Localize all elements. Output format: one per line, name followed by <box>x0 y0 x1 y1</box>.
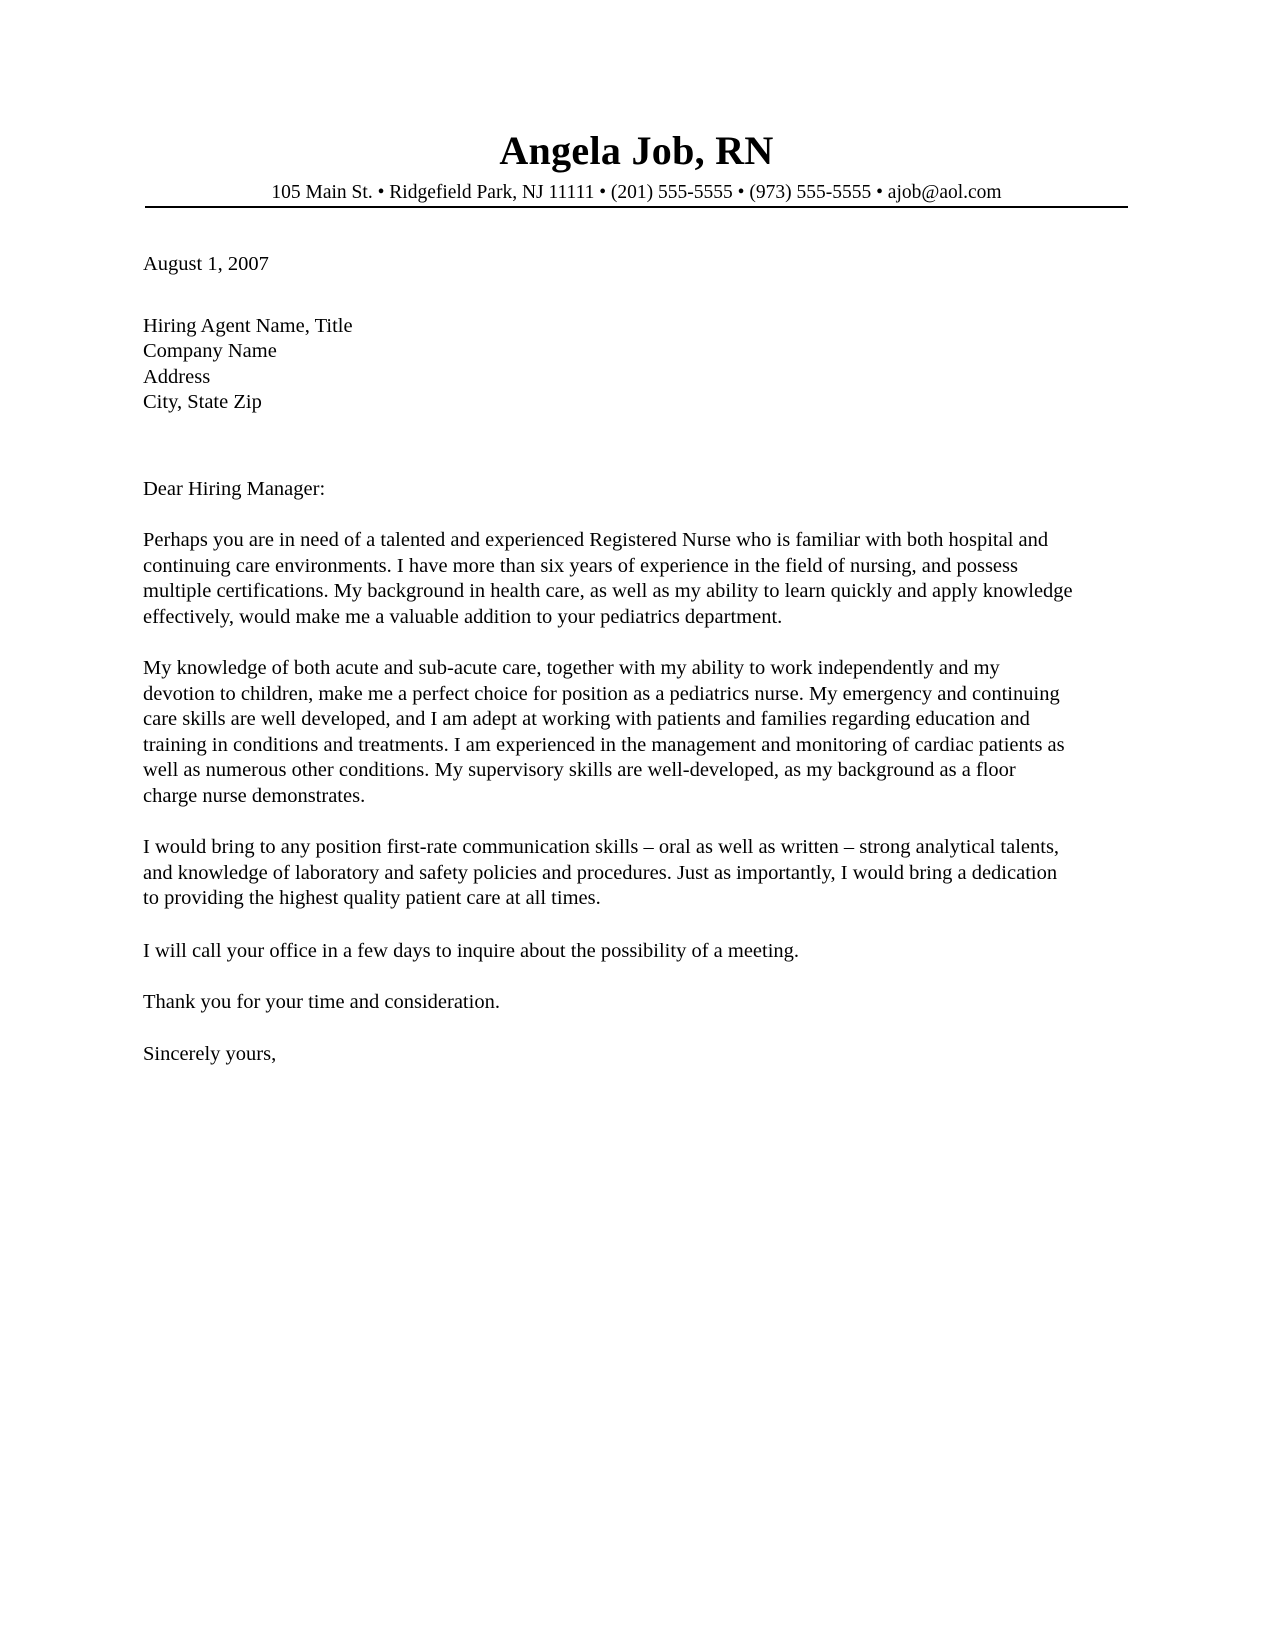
letter-date: August 1, 2007 <box>143 253 269 275</box>
recipient-line-3: Address <box>143 365 211 388</box>
salutation: Dear Hiring Manager: <box>143 477 326 500</box>
body-paragraph-5: Thank you for your time and consideration. <box>143 991 500 1013</box>
letterhead-divider <box>145 206 1128 208</box>
sender-name: Angela Job, RN <box>499 128 774 173</box>
letterhead <box>145 128 1128 206</box>
recipient-address-block <box>143 314 1073 416</box>
recipient-line-1: Hiring Agent Name, Title <box>143 314 353 337</box>
sender-contact-line: 105 Main St. • Ridgefield Park, NJ 11111 • (201) 555-5555 • (973) 555-5555 • ajob@aol.com <box>271 182 1002 203</box>
letter-body <box>143 252 1073 1067</box>
body-paragraph-3: I would bring to any position first-rate communication skills – oral as well as written – strong analytical talents, and knowledge of laboratory and safety policies and procedures. Just as importantly, I would bring a dedication to providing the highest quality patient care at all times. <box>143 836 1060 909</box>
recipient-line-2: Company Name <box>143 340 277 362</box>
recipient-line-4: City, State Zip <box>143 391 262 413</box>
body-paragraph-2: My knowledge of both acute and sub-acute care, together with my ability to work independently and my devotion to children, make me a perfect choice for position as a pediatrics nurse. My emergency and continuing care skills are well developed, and I am adept at working with patients and families regarding education and training in conditions and treatments. I am experienced in the management and monitoring of cardiac patients as well as numerous other conditions. My supervisory skills are well-developed, as my background as a floor charge nurse demonstrates. <box>143 657 1065 807</box>
body-paragraph-4: I will call your office in a few days to inquire about the possibility of a meeting. <box>143 939 800 962</box>
body-paragraph-1: Perhaps you are in need of a talented and experienced Registered Nurse who is familiar with both hospital and continuing care environments. I have more than six years of experience in the field of nursing, and possess multiple certifications. My background in health care, as well as my ability to learn quickly and apply knowledge effectively, would make me a valuable addition to your pediatrics department. <box>143 529 1073 628</box>
closing-line: Sincerely yours, <box>143 1042 277 1065</box>
